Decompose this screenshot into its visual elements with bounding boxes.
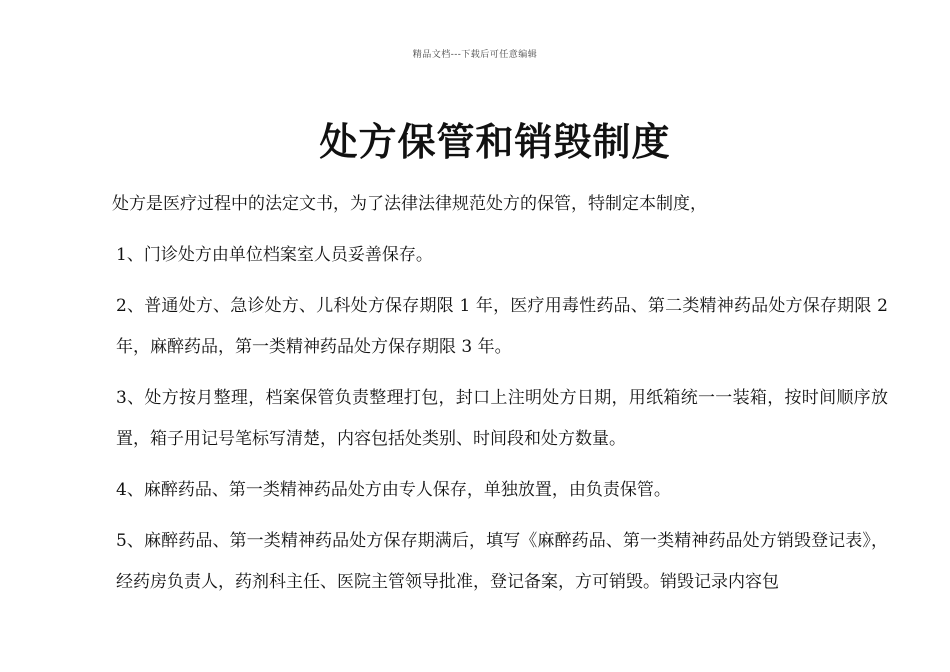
intro-paragraph: 处方是医疗过程中的法定文书，为了法律法律规范处方的保管，特制定本制度， xyxy=(112,194,707,214)
list-item: 1、门诊处方由单位档案室人员妥善保存。 xyxy=(116,245,433,265)
list-item: 2、普通处方、急诊处方、儿科处方保存期限 1 年，医疗用毒性药品、第二类精神药品处方保存期限 2 年，麻醉药品，第一类精神药品处方保存期限 3 年。 xyxy=(116,296,888,357)
document-title: 处方保管和销毁制度 xyxy=(319,119,671,164)
document-body xyxy=(112,184,888,613)
list-item: 3、处方按月整理，档案保管负责整理打包，封口上注明处方日期，用纸箱统一一装箱，按时间顺序放置，箱子用记号笔标写清楚，内容包括处类别、时间段和处方数量。 xyxy=(116,388,888,449)
list-item: 5、麻醉药品、第一类精神药品处方保存期满后，填写《麻醉药品、第一类精神药品处方销毁登记表》，经药房负责人，药剂科主任、医院主管领导批准，登记备案，方可销毁。销毁记录内容包 xyxy=(116,531,888,592)
header-note: 精品文档---下载后可任意编辑 xyxy=(412,50,538,60)
list-item: 4、麻醉药品、第一类精神药品处方由专人保存，单独放置，由负责保管。 xyxy=(116,480,671,500)
